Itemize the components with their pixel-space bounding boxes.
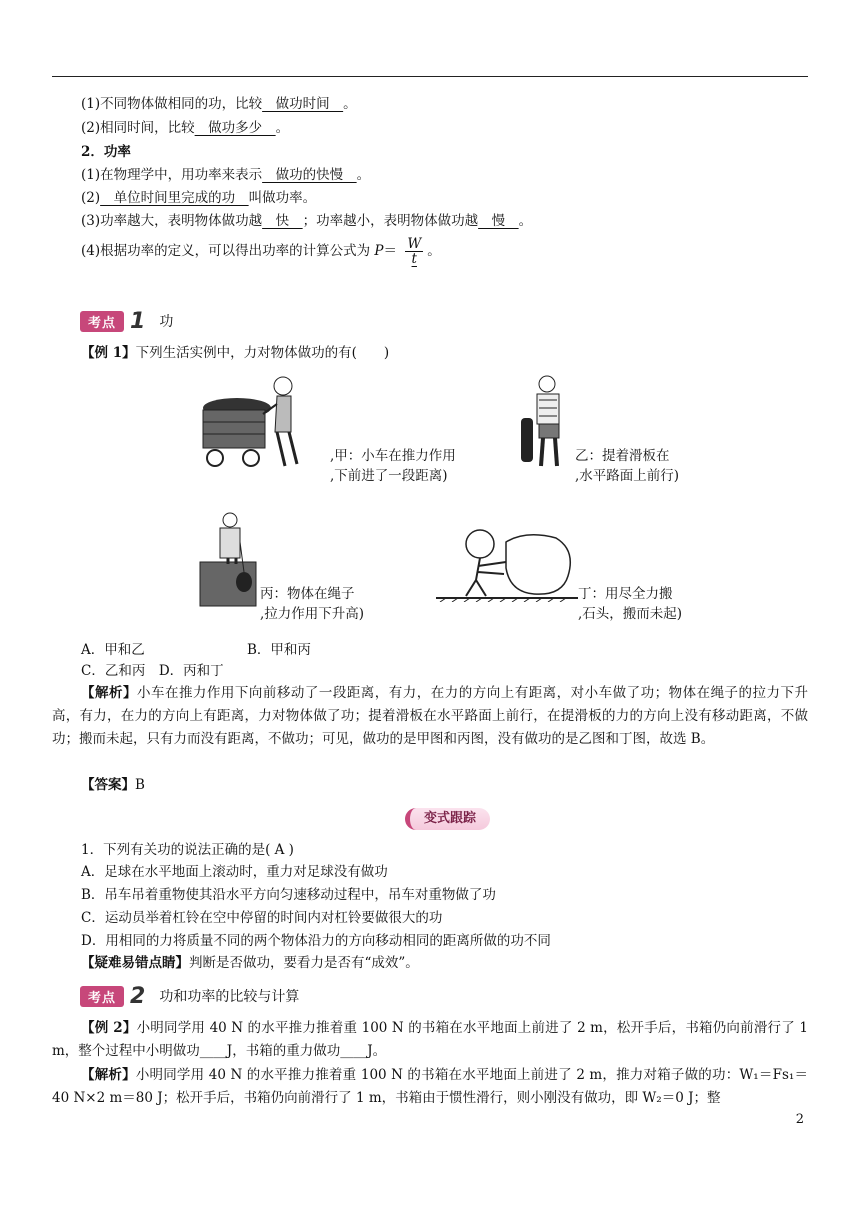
page-number: 2 xyxy=(795,1112,804,1127)
caption-jia: ,甲：小车在推力作用 ,下前进了一段距离) xyxy=(330,448,456,484)
example-1-answer: 【答案】B xyxy=(81,777,145,793)
caption-ding: 丁：用尽全力搬 ,石头，搬而未起) xyxy=(578,586,683,622)
caption-bing: 丙：物体在绳子 ,拉力作用下升高) xyxy=(260,586,365,622)
intro-line-5: (2) 单位时间里完成的功 叫做功率。 xyxy=(81,190,317,206)
option-a: A．甲和乙 xyxy=(81,642,145,658)
practice-1-option-d: D．用相同的力将质量不同的两个物体沿力的方向移动相同的距离所做的功不同 xyxy=(81,933,551,949)
practice-1-tip: 【疑难易错点睛】判断是否做功，要看力是否有“成效”。 xyxy=(81,955,419,971)
example-1-question: 【例 1】下列生活实例中，力对物体做功的有( ) xyxy=(81,345,390,361)
intro-line-6: (3)功率越大，表明物体做功越 快 ；功率越小，表明物体做功越 慢 。 xyxy=(81,213,533,229)
push-rock-illustration xyxy=(436,528,578,602)
practice-1-option-a: A．足球在水平地面上滚动时，重力对足球没有做功 xyxy=(81,864,388,880)
intro-line-2: (2)相同时间，比较 做功多少 。 xyxy=(81,120,290,136)
practice-1-option-c: C．运动员举着杠铃在空中停留的时间内对杠铃要做很大的功 xyxy=(81,910,443,926)
caption-yi: 乙：提着滑板在 ,水平路面上前行) xyxy=(575,448,680,484)
intro-line-7-formula: (4)根据功率的定义，可以得出功率的计算公式为 P＝ $\frac{W}{t}$ 。 xyxy=(81,236,441,267)
option-c-d: C．乙和丙 D．丙和丁 xyxy=(81,663,224,679)
kaodian-2-badge: 考点 2 功和功率的比较与计算 xyxy=(80,986,299,1006)
practice-1-question: 1．下列有关功的说法正确的是( A ) xyxy=(81,842,294,858)
variant-practice-banner: 变式跟踪 xyxy=(405,808,490,830)
intro-line-4: (1)在物理学中，用功率来表示 做功的快慢 。 xyxy=(81,167,371,183)
intro-line-1: (1)不同物体做相同的功，比较 做功时间 。 xyxy=(81,96,357,112)
cart-push-illustration xyxy=(197,374,307,474)
section-heading-power: 2．功率 xyxy=(81,144,131,160)
header-rule xyxy=(52,76,808,77)
skateboard-walk-illustration xyxy=(515,374,575,474)
example-1-analysis: 【解析】小车在推力作用下向前移动了一段距离，有力，在力的方向上有距离，对小车做了功；物体在绳子的拉力下升高，有力，在力的方向上有距离，力对物体做了功；提着滑板在水平路面上前行，在提滑板的力的方向上没有移动距离，不做功；搬而未起，只有力而没有距离，不做功；可见，做功的是甲图和丙图，没有做功的是乙图和丁图，故选 B。 xyxy=(52,685,809,747)
option-b: B．甲和丙 xyxy=(247,642,311,658)
example-2-analysis: 【解析】小明同学用 40 N 的水平推力推着重 100 N 的书箱在水平地面上前进了 2 m，推力对箱子做的功：W₁＝Fs₁＝40 N×2 m＝80 J；松开手后，书箱仍向前滑行了 1 m，书箱由于惯性滑行，则小刚没有做功，即 W₂＝0 J；整 xyxy=(52,1067,808,1106)
kaodian-1-badge: 考点 1 功 xyxy=(80,311,173,331)
rope-lift-illustration xyxy=(198,512,260,608)
example-2-question: 【例 2】小明同学用 40 N 的水平推力推着重 100 N 的书箱在水平地面上前进了 2 m，松开手后，书箱仍向前滑行了 1 m，整个过程中小明做功____J，书箱的重力做功____J。 xyxy=(52,1020,809,1059)
power-formula-fraction: $\frac{W}{t}$ xyxy=(407,236,422,267)
practice-1-option-b: B．吊车吊着重物使其沿水平方向匀速移动过程中，吊车对重物做了功 xyxy=(81,887,496,903)
